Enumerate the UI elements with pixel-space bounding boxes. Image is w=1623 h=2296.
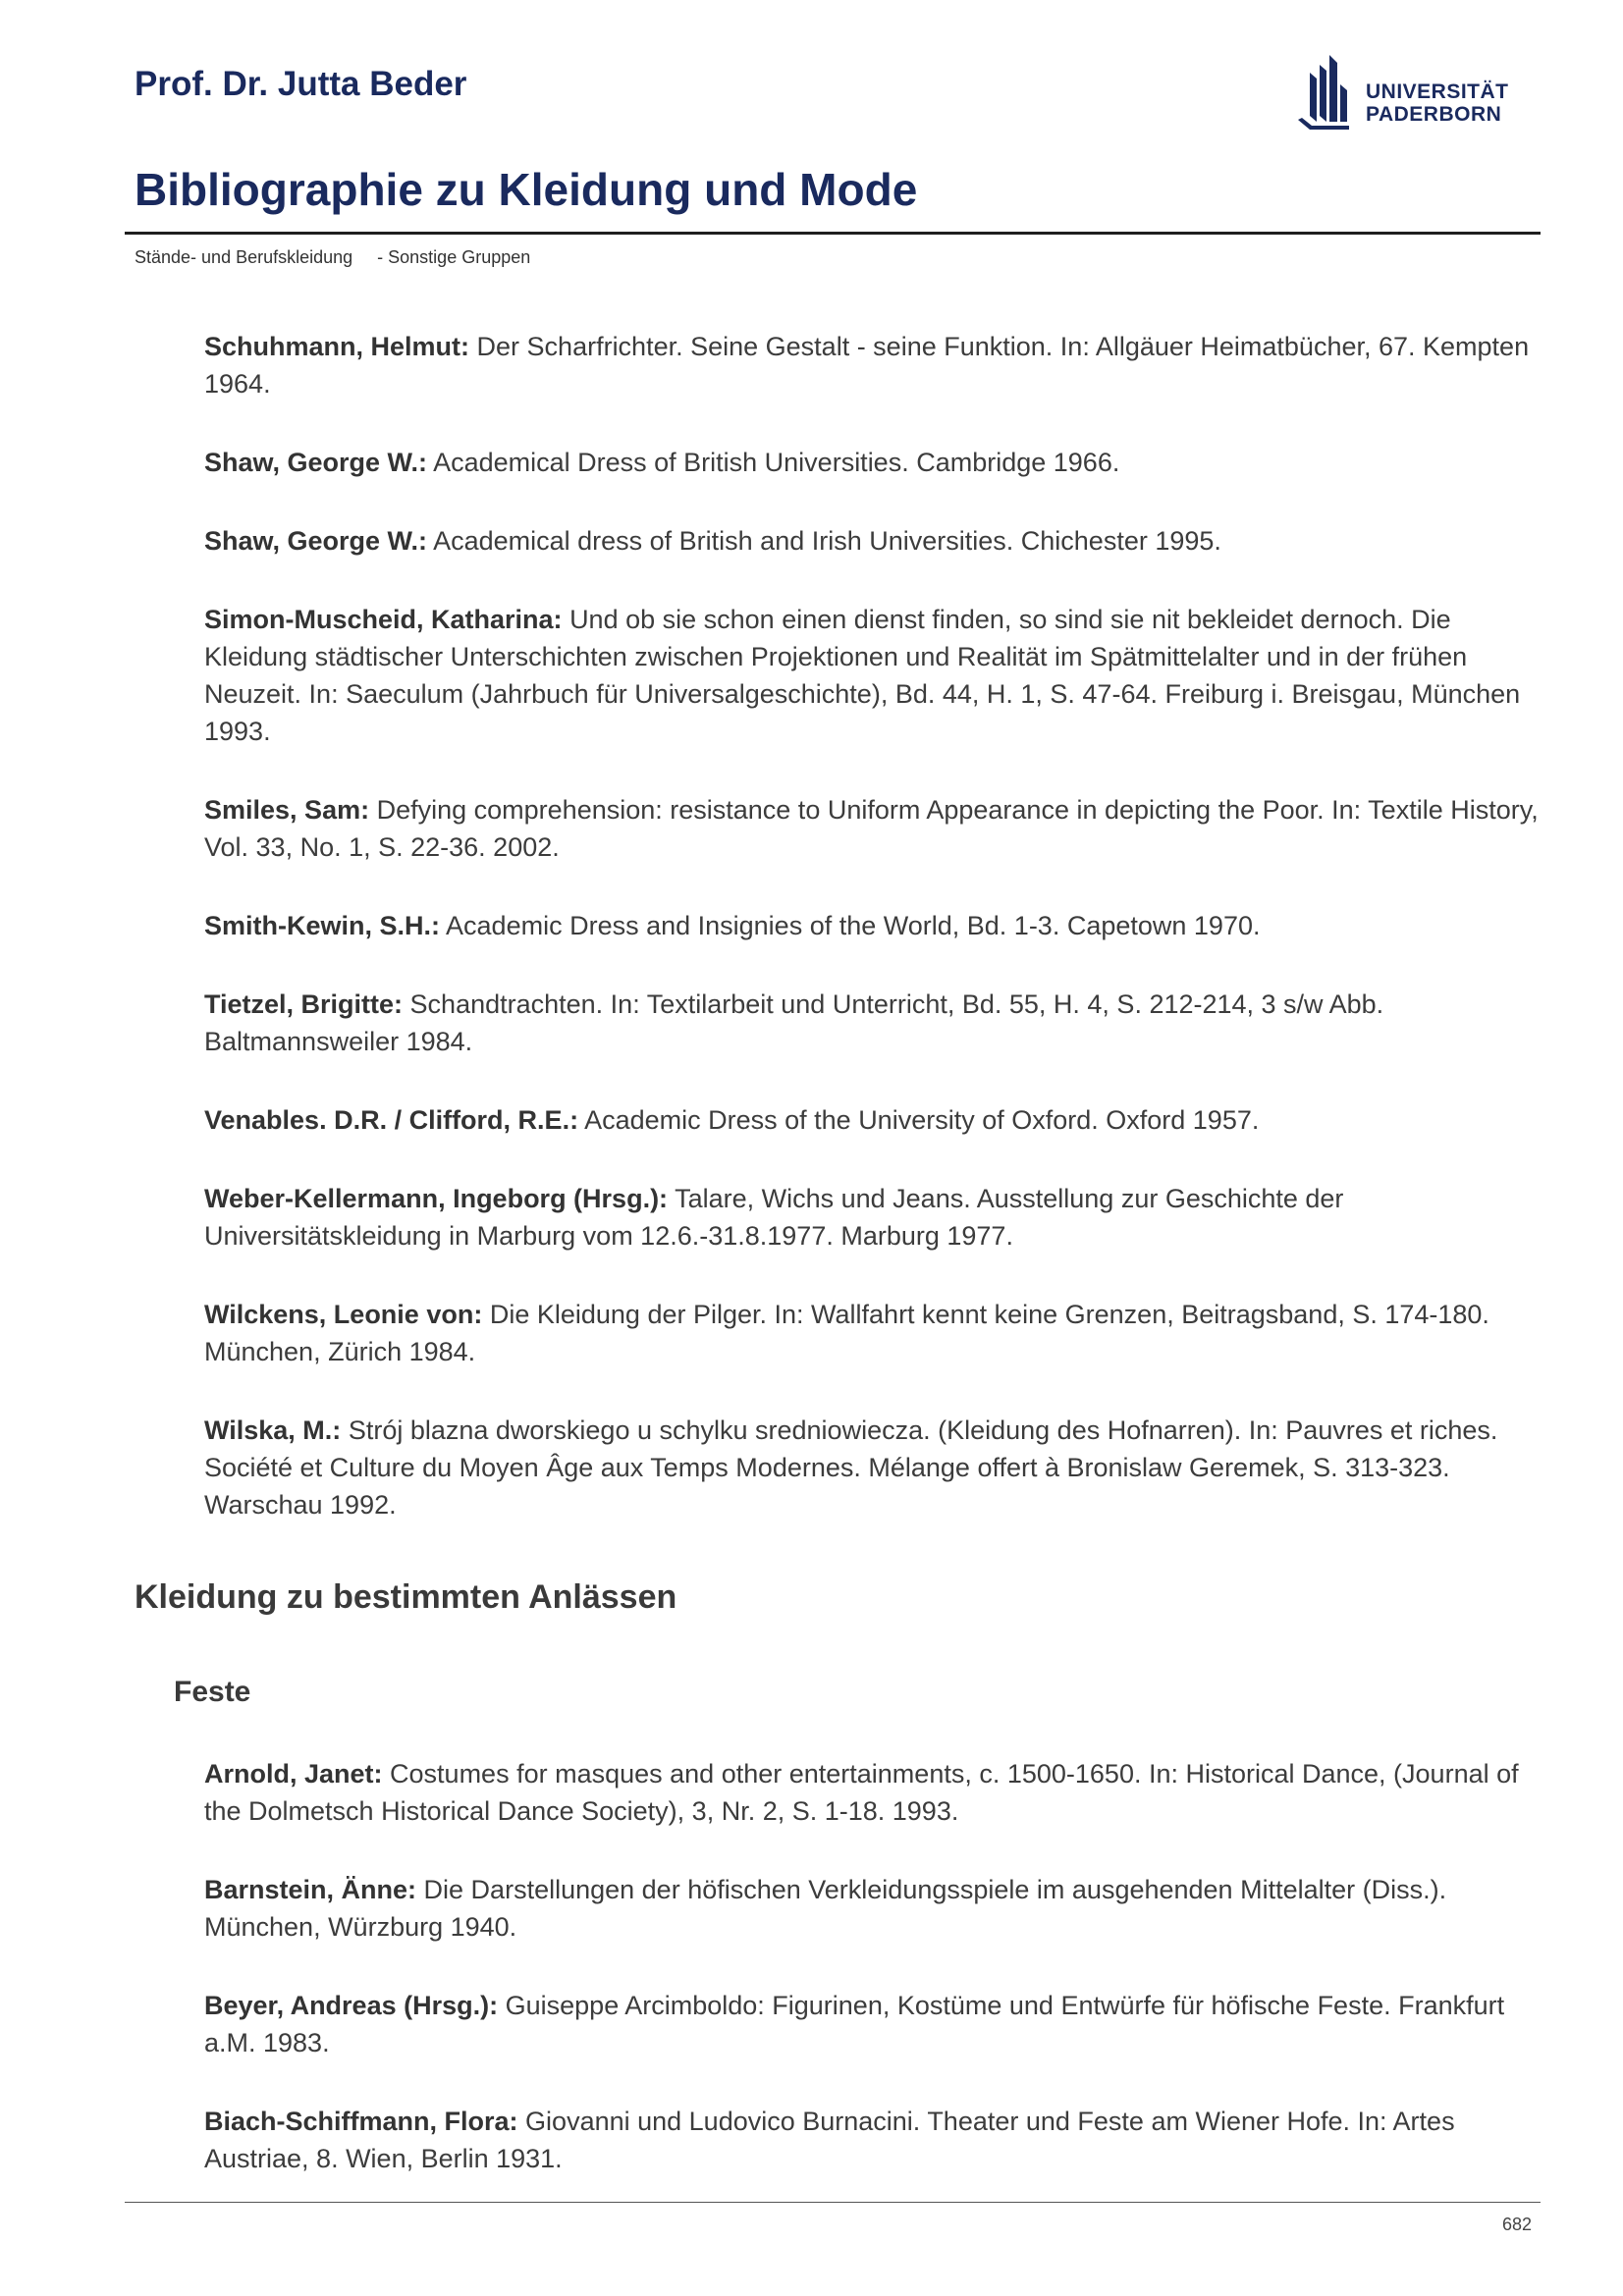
bibliography-list — [204, 328, 1540, 1523]
logo-line-2: PADERBORN — [1366, 103, 1502, 126]
entry-text: Und ob sie schon einen dienst finden, so sind sie nit bekleidet dernoch. Die Kleidung städtischer Unterschichten zwischen Projektionen und Realität im Spätmittelalter und in der frühen Neuzeit. In: Saeculum (Jahrbuch für Universalgeschichte), Bd. 44, H. 1, S. 47-64. Freiburg i. Breisgau, München 1993. — [204, 605, 1521, 746]
entry-text: Defying comprehension: resistance to Uniform Appearance in depicting the Poor. In: Textile History, Vol. 33, No. 1, S. 22-36. 2002. — [204, 795, 1539, 862]
bibliography-entry — [204, 444, 1540, 481]
logo-line-1: UNIVERSITÄT — [1366, 80, 1509, 103]
entry-author: Venables. D.R. / Clifford, R.E.: — [204, 1105, 579, 1135]
bibliography-entry — [204, 1755, 1540, 1830]
bibliography-entry — [204, 1296, 1540, 1370]
entry-author: Arnold, Janet: — [204, 1759, 383, 1789]
subsection-heading: Feste — [174, 1676, 251, 1708]
entry-text: Giovanni und Ludovico Burnacini. Theater und Feste am Wiener Hofe. In: Artes Austriae, 8. Wien, Berlin 1931. — [204, 2107, 1455, 2173]
entry-author: Tietzel, Brigitte: — [204, 989, 404, 1019]
entry-author: Wilckens, Leonie von: — [204, 1300, 483, 1329]
entry-text: Academical Dress of British Universities. Cambridge 1966. — [433, 448, 1120, 477]
bibliography-entry — [204, 522, 1540, 560]
entry-text: Schandtrachten. In: Textilarbeit und Unterricht, Bd. 55, H. 4, S. 212-214, 3 s/w Abb. Baltmannsweiler 1984. — [204, 989, 1384, 1056]
entry-author: Simon-Muscheid, Katharina: — [204, 605, 563, 634]
bibliography-entry — [204, 791, 1540, 866]
bibliography-entry — [204, 1871, 1540, 1946]
entry-author: Shaw, George W.: — [204, 526, 428, 556]
bibliography-list-feste — [204, 1755, 1540, 2177]
entry-text: Der Scharfrichter. Seine Gestalt - seine Funktion. In: Allgäuer Heimatbücher, 67. Kempten 1964. — [204, 332, 1530, 399]
entry-text: Die Darstellungen der höfischen Verkleidungsspiele im ausgehenden Mittelalter (Diss.). München, Würzburg 1940. — [204, 1875, 1447, 1942]
author-name: Prof. Dr. Jutta Beder — [135, 65, 467, 103]
entry-text: Guiseppe Arcimboldo: Figurinen, Kostüme und Entwürfe für höfische Feste. Frankfurt a.M. 1983. — [204, 1991, 1505, 2057]
entry-author: Barnstein, Änne: — [204, 1875, 417, 1904]
title-divider — [125, 232, 1541, 235]
bibliography-entry — [204, 1987, 1540, 2061]
university-logo-icon — [1294, 51, 1363, 132]
page-number: 682 — [1502, 2215, 1533, 2234]
entry-text: Strój blazna dworskiego u schylku sredniowiecza. (Kleidung des Hofnarren). In: Pauvres et riches. Société et Culture du Moyen Âge aux Temps Modernes. Mélange offert à Bronislaw Geremek, S. 313-323. Warschau 1992. — [204, 1415, 1498, 1520]
entry-author: Shaw, George W.: — [204, 448, 428, 477]
entry-text: Die Kleidung der Pilger. In: Wallfahrt kennt keine Grenzen, Beitragsband, S. 174-180. München, Zürich 1984. — [204, 1300, 1489, 1366]
bibliography-entry — [204, 1412, 1540, 1523]
entry-text: Academical dress of British and Irish Universities. Chichester 1995. — [433, 526, 1221, 556]
section-heading: Kleidung zu bestimmten Anlässen — [135, 1578, 677, 1616]
page-title: Bibliographie zu Kleidung und Mode — [135, 164, 918, 215]
bibliography-entry — [204, 1180, 1540, 1255]
entry-author: Smiles, Sam: — [204, 795, 370, 825]
entry-author: Smith-Kewin, S.H.: — [204, 911, 441, 940]
entry-author: Beyer, Andreas (Hrsg.): — [204, 1991, 499, 2020]
entry-author: Biach-Schiffmann, Flora: — [204, 2107, 518, 2136]
university-logo — [1294, 51, 1530, 132]
entry-text: Academic Dress and Insignies of the World, Bd. 1-3. Capetown 1970. — [446, 911, 1261, 940]
bibliography-entry — [204, 601, 1540, 750]
bibliography-entry — [204, 1101, 1540, 1139]
bibliography-entry — [204, 986, 1540, 1060]
bibliography-entry — [204, 328, 1540, 402]
bibliography-entry — [204, 907, 1540, 944]
entry-text: Talare, Wichs und Jeans. Ausstellung zur Geschichte der Universitätskleidung in Marburg vom 12.6.-31.8.1977. Marburg 1977. — [204, 1184, 1344, 1251]
entry-text: Costumes for masques and other entertainments, c. 1500-1650. In: Historical Dance, (Journal of the Dolmetsch Historical Dance Society), 3, Nr. 2, S. 1-18. 1993. — [204, 1759, 1519, 1826]
entry-author: Weber-Kellermann, Ingeborg (Hrsg.): — [204, 1184, 669, 1213]
entry-author: Wilska, M.: — [204, 1415, 342, 1445]
footer-divider — [125, 2202, 1541, 2203]
breadcrumb: Stände- und Berufskleidung - Sonstige Gruppen — [135, 247, 531, 267]
bibliography-entry — [204, 2103, 1540, 2177]
entry-text: Academic Dress of the University of Oxford. Oxford 1957. — [584, 1105, 1260, 1135]
entry-author: Schuhmann, Helmut: — [204, 332, 470, 361]
